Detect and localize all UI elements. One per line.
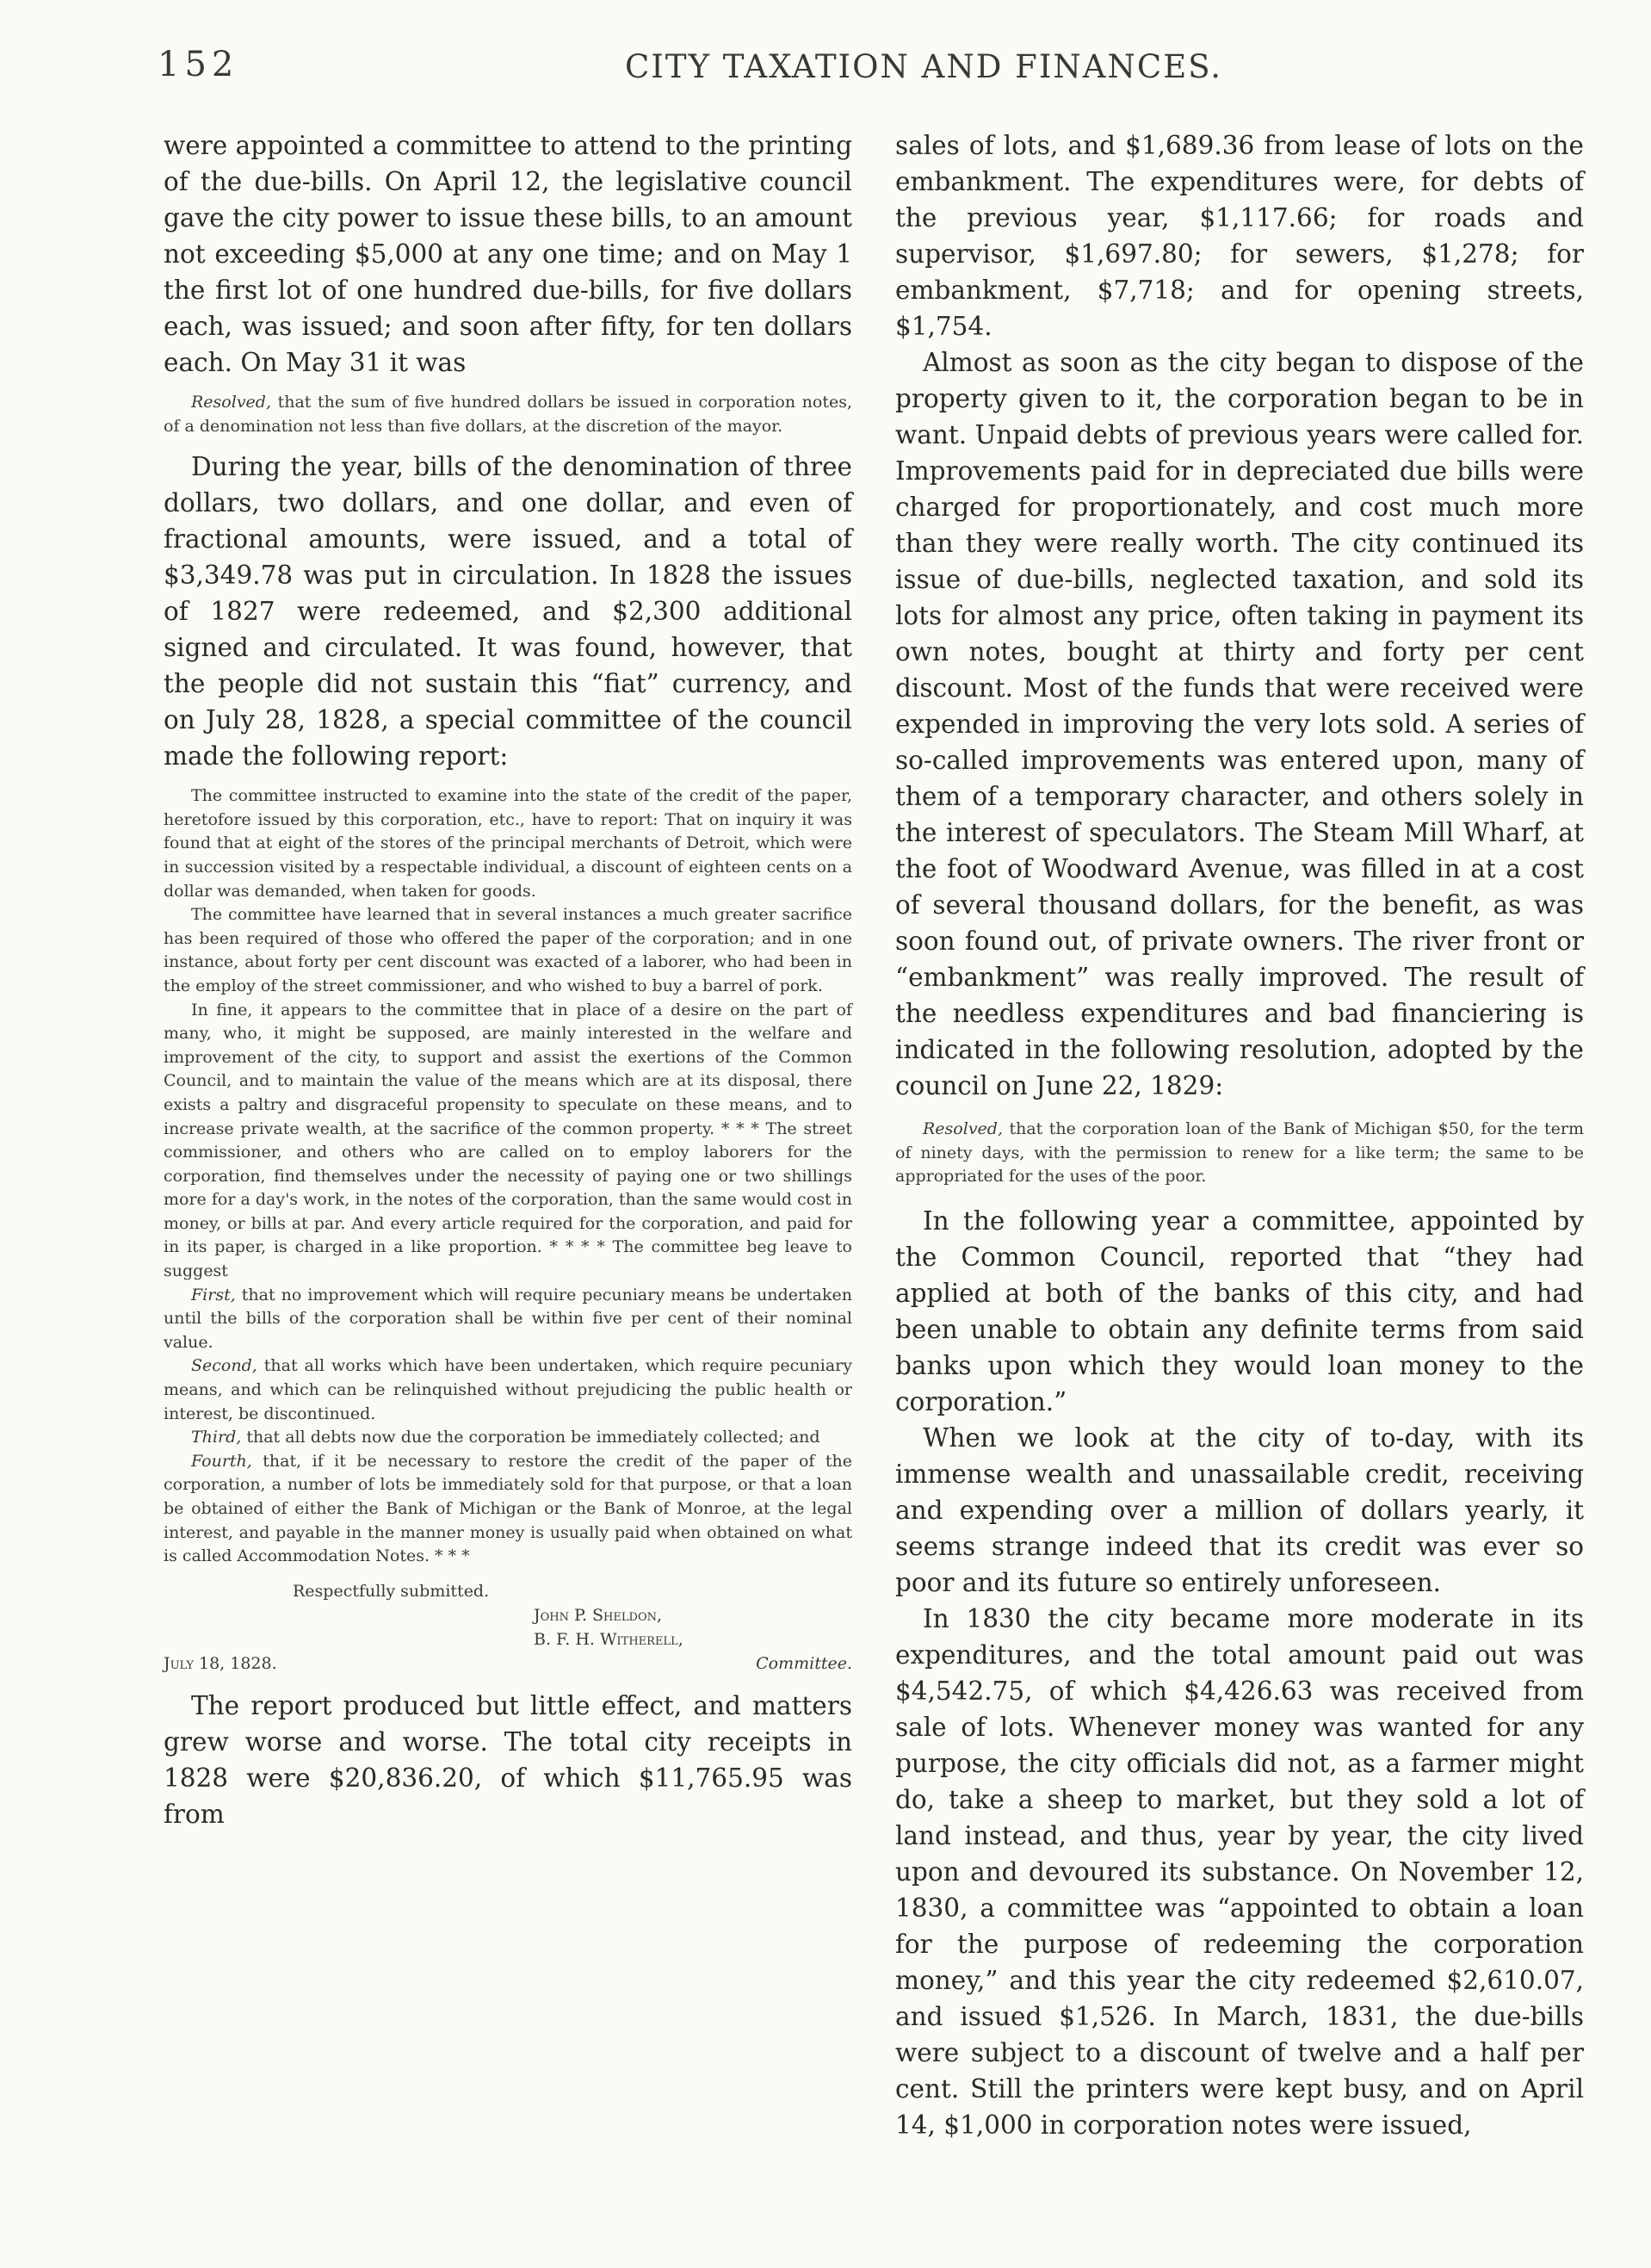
report-item-fourth — [164, 1450, 852, 1569]
report-item-second — [164, 1354, 852, 1426]
page-number: 152 — [158, 45, 239, 84]
resolution-lead: Resolved, — [191, 393, 271, 412]
item-text: that all works which have been undertaken, which require pecuniary means, and which can be relinquished without prejudicing the public health or interest, be discontinued. — [164, 1356, 852, 1423]
paragraph: The report produced but little effect, and matters grew worse and worse. The total city receipts in 1828 were $20,836.20, of which $11,765.95 was from — [164, 1690, 852, 1829]
resolution-text: that the corporation loan of the Bank of Michigan $50, for the term of ninety days, with the permission to renew for a like term; the same to be appropriated for the uses of the poor. — [895, 1119, 1584, 1187]
paragraph: Almost as soon as the city began to dispose of the property given to it, the corporation began to be in want. Unpaid debts of previous years were called for. Improvements paid for in depreciated due bills were charged for proportionately, and cost much more than they were really worth. The city continued its issue of due-bills, neglected taxation, and sold its lots for almost any price, often taking in payment its own notes, bought at thirty and forty per cent discount. Most of the funds that were received were expended in improving the very lots sold. A series of so-called improvements was entered upon, many of them of a temporary character, and others solely in the interest of speculators. The Steam Mill Wharf, at the foot of Woodward Avenue, was filled in at a cost of several thousand dollars, for the benefit, as was soon found out, of private owners. The river front or “embankment” was really improved. The result of the needless expenditures and bad financiering is indicated in the following resolution, adopted by the council on June 22, 1829: — [895, 348, 1584, 1100]
item-lead: Third, — [191, 1428, 242, 1447]
report-item-third — [164, 1426, 852, 1450]
resolution-quote — [164, 391, 852, 438]
resolution-text: that the sum of five hundred dollars be issued in corporation notes, of a denomination not less than five dollars, at the discretion of the mayor. — [164, 393, 852, 436]
report-signature — [164, 1579, 852, 1677]
item-text: that no improvement which will require pecuniary means be undertaken until the bills of the corporation shall be within five per cent of their nominal value. — [164, 1285, 852, 1352]
paragraph: When we look at the city of to-day, with its immense wealth and unassailable credit, receiving and expending over a million of dollars yearly, it seems strange indeed that its credit was ever so poor and its future so entirely unforeseen. — [895, 1422, 1584, 1597]
paragraph: were appointed a committee to attend to the printing of the due-bills. On April 12, the legislative council gave the city power to issue these bills, to an amount not exceeding $5,000 at any one time; and on May 1 the first lot of one hundred due-bills, for five dollars each, was issued; and soon after fifty, for ten dollars each. On May 31 it was — [164, 131, 852, 377]
page-header — [158, 45, 1586, 96]
item-text: that all debts now due the corporation be immediately collected; and — [241, 1428, 820, 1447]
resolution-quote — [895, 1118, 1584, 1189]
report-item-first — [164, 1284, 852, 1355]
paragraph: In 1830 the city became more moderate in its expenditures, and the total amount paid out was $4,542.75, of which $4,426.63 was received from sale of lots. Whenever money was wanted for any purpose, the city officials did not, as a farmer might do, take a sheep to market, but they sold a lot of land instead, and thus, year by year, the city lived upon and devoured its substance. On November 12, 1830, a committee was “appointed to obtain a loan for the purpose of redeeming the corporation money,” and this year the city redeemed $2,610.07, and issued $1,526. In March, 1831, the due-bills were subject to a discount of twelve and a half per cent. Still the printers were kept busy, and on April 14, $1,000 in corporation notes were issued, — [895, 1603, 1584, 2140]
paragraph: sales of lots, and $1,689.36 from lease of lots on the embankment. The expenditures were, for debts of the previous year, $1,117.66; for roads and supervisor, $1,697.80; for sewers, $1,278; for embankment, $7,718; and for opening streets, $1,754. — [895, 131, 1584, 341]
item-lead: Second, — [191, 1356, 257, 1376]
signer-name: John P. Sheldon, — [534, 1605, 663, 1625]
signoff: Respectfully submitted. — [293, 1581, 490, 1601]
item-lead: First, — [191, 1285, 236, 1304]
resolution-lead: Resolved, — [923, 1119, 1003, 1138]
report-paragraph: The committee have learned that in several instances a much greater sacrifice has been required of those who offered the paper of the corporation; and in one instance, about forty per cent discount was exacted of a laborer, who had been in the employ of the street commissioner, and who wished to buy a barrel of pork. — [164, 905, 852, 995]
signer-name: B. F. H. Witherell, — [534, 1629, 683, 1649]
left-column — [164, 127, 852, 1832]
right-column — [895, 127, 1584, 2143]
report-paragraph: In fine, it appears to the committee that in place of a desire on the part of many, who, it might be supposed, are mainly interested in the welfare and improvement of the city, to support and assist the exertions of the Common Council, and to maintain the value of the means which are at its disposal, there exists a paltry and disgraceful propensity to speculate on these means, and to increase private wealth, at the sacrifice of the common property. * * * The street commissioner, and others who are called on to employ laborers for the corporation, find themselves under the necessity of paying one or two shillings more for a day's work, in the notes of the corporation, than the same would cost in money, or bills at par. And every article required for the corporation, and paid for in its paper, is charged in a like proportion. * * * * The committee beg leave to suggest — [164, 1000, 852, 1281]
committee-label: Committee. — [756, 1653, 852, 1673]
report-date: July 18, 1828. — [164, 1653, 277, 1673]
item-text: that, if it be necessary to restore the credit of the paper of the corporation, a number of lots be immediately sold for that purpose, or that a loan be obtained of either the Bank of Michigan or the Bank of Monroe, at the legal interest, and payable in the manner money is usually paid when obtained on what is called Accommodation Notes. * * * — [164, 1451, 852, 1566]
item-lead: Fourth, — [191, 1451, 252, 1471]
report-paragraph: The committee instructed to examine into the state of the credit of the paper, heretofore issued by this corporation, etc., have to report: That on inquiry it was found that at eight of the stores of the principal merchants of Detroit, which were in succession visited by a respectable individual, a discount of eighteen cents on a dollar was demanded, when taken for goods. — [164, 786, 852, 901]
running-title: CITY TAXATION AND FINANCES. — [624, 48, 1223, 85]
paragraph: During the year, bills of the denomination of three dollars, two dollars, and one dollar, and even of fractional amounts, were issued, and a total of $3,349.78 was put in circulation. In 1828 the issues of 1827 were redeemed, and $2,300 additional signed and circulated. It was found, however, that the people did not sustain this “fiat” currency, and on July 28, 1828, a special committee of the council made the following report: — [164, 452, 852, 771]
paragraph: In the following year a committee, appointed by the Common Council, reported that “they had applied at both of the banks of this city, and had been unable to obtain any definite terms from said banks upon which they would loan money to the corporation.” — [895, 1205, 1584, 1416]
